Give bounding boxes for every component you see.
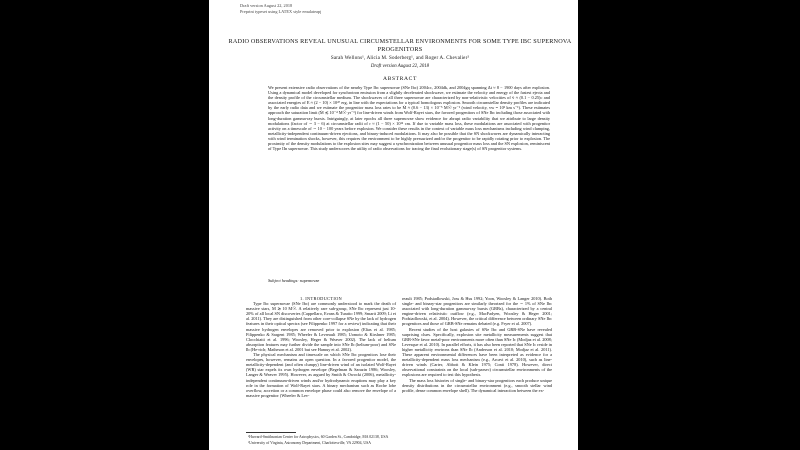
right-paragraph-1: reault 1985; Podsiadlowski, Joss & Hsu 1992; Yoon, Woosley & Langer 2010). Both single- and binary-star progenitors are similarly theorized for the ∼ 1% of SNe Ibc associated with long-duration gamma-ray bursts (GRBs), characterized by a central engine-driven relativistic outflow (e.g., MacFadyen, Woosley & Heger 2001; Podsiadlowski, et al. 2004). However, the critical difference between ordinary SNe Ibc progenitors and those of GRB-SNe remains debated (e.g. Fryer et al. 2007). (402, 296, 552, 327)
introduction-heading: 1. INTRODUCTION (299, 296, 343, 301)
right-paragraph-2: Recent studies of the host galaxies of SNe Ibc and GRB-SNe have revealed surprising clues. Specifically, explosion site metallicity measurements suggest that GRB-SNe favor metal-poor environments more often than SNe Ic (Modjaz et al. 2008; Levesque et al. 2010). In parallel efforts, it has also been reported that SNe Ic reside in higher metallicity environs than SNe Ib (Anderson et al. 2010; Modjaz et al. 2011). These apparent environmental differences have been interpreted as evidence for a metallicity-dependent mass loss mechanism (e.g., Arcavi et al. 2010), such as line-driven winds (Carter, Abbott & Klein 1975; Conti 1978). However, direct observational constraints on the local (sub-parsec) circumstellar environments of the explosions are required to test this hypothesis. (402, 326, 552, 378)
left-column (246, 296, 396, 398)
subject-headings-value: supernovae (299, 278, 320, 283)
abstract-body: We present extensive radio observations of the nearby Type Ibc supernovae (SNe Ibc) 2004cc, 2004dk, and 2004gq spanning Δt ≈ 8 − 1900 days after explosion. Using a dynamical model developed for synchrotron emission from a slightly decelerated shockwave, we estimate the velocity and energy of the fastest ejecta and the density profile of the circumstellar medium. The shockwaves of all three supernovae are characterized by non-relativistic velocities of v̄ ≈ (0.1 − 0.25)c and associated energies of E ≈ (2 − 10) × 10⁴⁷ erg, in line with the expectations for a typical homologous explosion. Smooth circumstellar density profiles are indicated by the early radio data and we estimate the progenitor mass loss rates to be Ṁ ≈ (0.6 − 13) × 10⁻⁵ M☉ yr⁻¹ (wind velocity, vw = 10³ km s⁻¹). These estimates approach the saturation limit (Ṁ ≲ 10⁻⁴ M☉ yr⁻¹) for line-driven winds from Wolf-Rayet stars, the favored progenitors of SNe Ibc including those associated with long-duration gamma-ray bursts. Intriguingly, at later epochs all three supernovae show evidence for abrupt radio variability that we attribute to large density modulations (factor of ∼ 3 − 6) at circumstellar radii of r ≈ (1 − 50) × 10¹⁶ cm. If due to variable mass loss, these modulations are associated with progenitor activity on a timescale of ∼ 10 − 100 years before explosion. We consider these results in the context of variable mass loss mechanisms including wind clumping, metallicity-independent continuum-driven ejections, and binary-induced modulations. It may also be possible that the SN shockwaves are dynamically interacting with wind termination shocks, however, this requires the environment to be highly pressurized and/or the progenitor to be rapidly rotating prior to explosion. The proximity of the density modulations to the explosion sites may suggest a synchronization between unusual progenitor mass loss and the SN explosion, reminiscent of Type IIn supernovae. This study underscores the utility of radio observations for tracing the final evolutionary stage(s) of SN progenitor systems. (268, 85, 550, 152)
footnote-rule (246, 432, 296, 433)
paper-title: RADIO OBSERVATIONS REVEAL UNUSUAL CIRCUMSTELLAR ENVIRONMENTS FOR SOME TYPE IBC SUPERNOVA PROGENITORS (228, 38, 572, 53)
paper-page (222, 0, 578, 450)
preprint-line: Preprint typeset using LATEX style emulateapj (240, 9, 322, 14)
abstract-heading: ABSTRACT (382, 76, 418, 82)
footnote-2: ²University of Virginia, Astronomy Department, Charlottesville, VA 22904, USA (248, 441, 371, 445)
draft-date: Draft version August 22, 2018 (370, 64, 430, 69)
author-list: Sarah Wellons¹, Alicia M. Soderberg¹, and Roger A. Chevalier² (330, 56, 470, 61)
subject-headings (268, 278, 550, 283)
draft-version-line: Draft version August 22, 2018 (240, 3, 293, 8)
right-column (402, 296, 552, 393)
footnote-1: ¹Harvard-Smithsonian Center for Astrophysics, 60 Garden St., Cambridge, MA 02138, USA (248, 435, 389, 439)
intro-paragraph-1: Type Ibc supernovae (SNe Ibc) are commonly understood to mark the death of massive stars, M ≳ 10 M☉. A relatively rare sub-group, SNe Ibc represent just 10-20% of all local SN discoveries (Cappellaro, Evans & Turatto 1999; Smartt 2009; Li et al. 2011). They are distinguished from other core-collapse SNe by the lack of hydrogen features in their optical spectra (see Filippenko 1997 for a review) indicating that their massive hydrogen envelopes are removed prior to explosion (Elias et al. 1985; Filippenko & Sargent 1985; Wheeler & Levreault 1985; Uomoto & Kirshner 1985; Clocchiatti et al. 1996; Woosley, Heger & Weaver 2002). The lack of helium absorption features may further divide the sample into SNe Ib (helium-poor) and SNe Ib (He-rich; Matheson et al. 2001 but see Hamuy et al. 2002). (246, 301, 396, 352)
intro-paragraph-2: The physical mechanism and timescale on which SNe Ibc progenitors lose their envelopes, however, remains an open question. In a favored progenitor model, the metallicity-dependent (and often clumpy) line-driven wind of an isolated Wolf-Rayet (WR) star expels its own hydrogen envelope (Begelman & Sarazin 1986; Woosley, Langer & Weaver 1995). However, as argued by Smith & Owocki (2006), metallicity-independent continuum-driven winds and/or hydrodynamic eruptions may play a key role in the formation of Wolf-Rayet stars. A binary mechanism such as Roche lobe overflow, accretion or a common envelope phase could also remove the envelope of a massive progenitor (Wheeler & Lev- (246, 352, 396, 398)
right-paragraph-3: The mass loss histories of single- and binary-star progenitors each produce unique density distributions in the circumstellar environment (e.g., smooth stellar wind profile, dense common envelope shell). The dynamical interaction between the ex- (402, 377, 552, 393)
subject-headings-label: Subject headings: (268, 278, 299, 283)
